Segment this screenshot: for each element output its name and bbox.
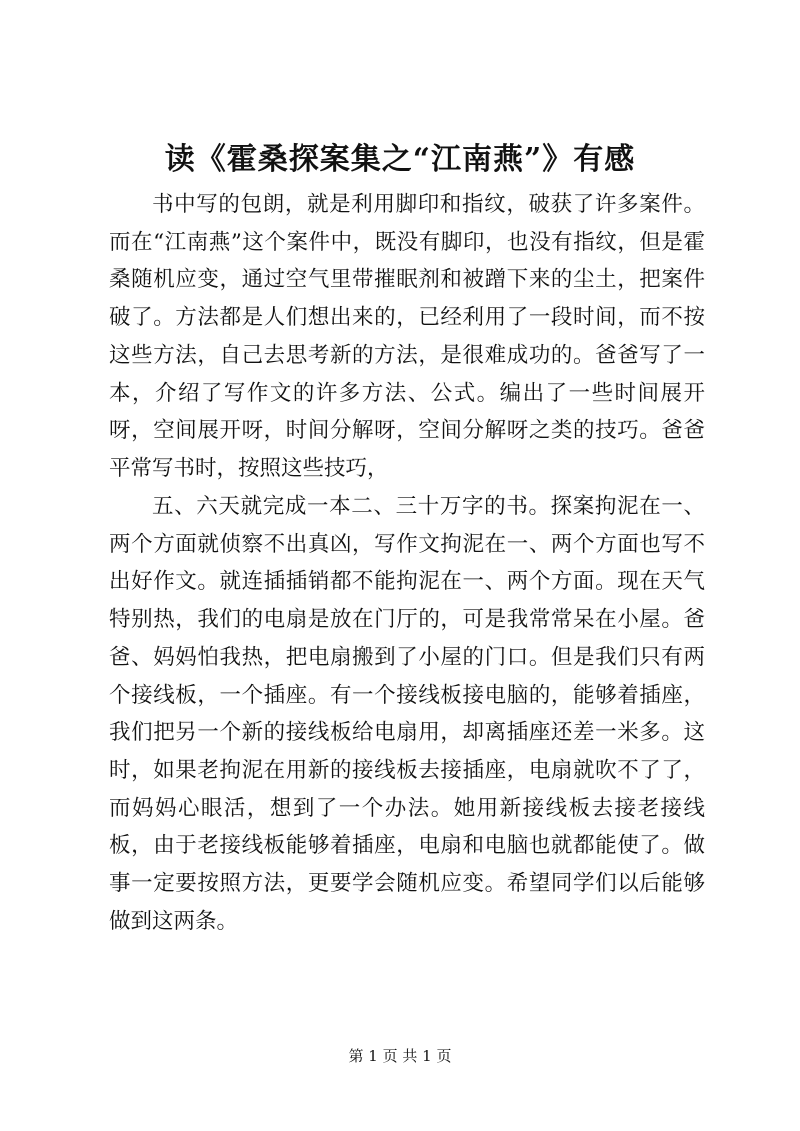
body-paragraph-2: 五、六天就完成一本二、三十万字的书。探案拘泥在一、两个方面就侦察不出真凶，写作文拘泥在一、两个方面也写不出好作文。就连插插销都不能拘泥在一、两个方面。现在天气特别热，我们的电扇是放在门厅的，可是我常常呆在小屋。爸爸、妈妈怕我热，把电扇搬到了小屋的门口。但是我们只有两个接线板，一个插座。有一个接线板接电脑的，能够着插座，我们把另一个新的接线板给电扇用，却离插座还差一米多。这时，如果老拘泥在用新的接线板去接插座，电扇就吹不了了，而妈妈心眼活，想到了一个办法。她用新接线板去接老接线板，由于老接线板能够着插座，电扇和电脑也就都能使了。做事一定要按照方法，更要学会随机应变。希望同学们以后能够做到这两条。 (109, 494, 705, 934)
page-number: 第 1 页 共 1 页 (348, 1047, 452, 1065)
body-paragraph-1: 书中写的包朗，就是利用脚印和指纹，破获了许多案件。而在“江南燕”这个案件中，既没有脚印，也没有指纹，但是霍桑随机应变，通过空气里带摧眠剂和被蹭下来的尘土，把案件破了。方法都是人们想出来的，已经利用了一段时间，而不按这些方法，自己去思考新的方法，是很难成功的。爸爸写了一本，介绍了写作文的许多方法、公式。编出了一些时间展开呀，空间展开呀，时间分解呀，空间分解呀之类的技巧。爸爸平常写书时，按照这些技巧， (109, 192, 705, 481)
document-title: 读《霍桑探案集之“江南燕”》有感 (164, 142, 636, 177)
